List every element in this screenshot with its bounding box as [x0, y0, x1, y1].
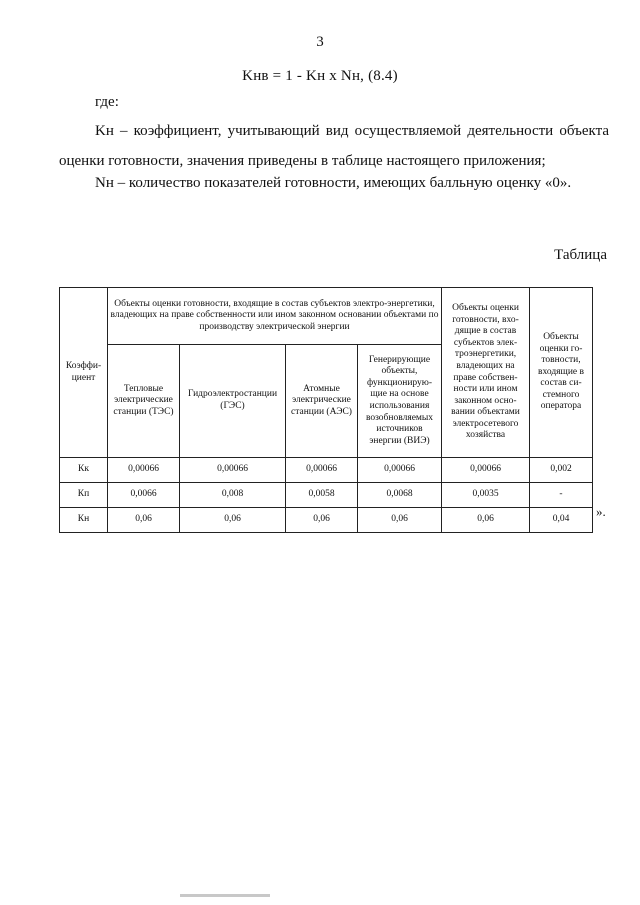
table-cell: 0,06	[108, 508, 180, 533]
table-cell: 0,00066	[358, 458, 442, 483]
coef-header-cell: Коэффи-циент	[60, 288, 108, 458]
row-coef: Кк	[60, 458, 108, 483]
where-label: где:	[95, 94, 119, 110]
table-caption: Таблица	[554, 247, 607, 263]
ges-header: Гидроэлектростанции (ГЭС)	[180, 345, 286, 458]
vie-header: Генерирующие объекты, функционирую-щие на основе использования возобновляемых источников энергии (ВИЭ)	[358, 345, 442, 458]
paragraph-nn-text: Nн – количество показателей готовности, имеющих балльную оценку «0».	[95, 175, 572, 191]
formula-8-4: Kнв = 1 - Kн x Nн, (8.4)	[242, 68, 398, 84]
table-cell: 0,06	[358, 508, 442, 533]
closing-quote: ».	[596, 504, 606, 519]
table-cell: -	[530, 483, 593, 508]
paragraph-nn-definition	[59, 168, 609, 198]
table-cell: 0,06	[286, 508, 358, 533]
table-cell: 0,00066	[286, 458, 358, 483]
table-cell: 0,04	[530, 508, 593, 533]
table-header-row	[60, 288, 593, 345]
table-cell: 0,00066	[442, 458, 530, 483]
table-cell: 0,06	[180, 508, 286, 533]
tes-header: Тепловые электрические станции (ТЭС)	[108, 345, 180, 458]
row-coef: Кн	[60, 508, 108, 533]
table-cell: 0,0068	[358, 483, 442, 508]
table-row	[60, 508, 593, 533]
generation-group-header: Объекты оценки готовности, входящие в состав субъектов электро-энергетики, владеющих на праве собственности или ином законном основании объектами по производству электрической энергии	[108, 288, 442, 345]
paragraph-kn-definition	[59, 116, 609, 176]
table-row	[60, 483, 593, 508]
system-operator-header: Объекты оценки го-товности, входящие в состав си-стемного оператора	[530, 288, 593, 458]
table-cell: 0,0066	[108, 483, 180, 508]
page-number: 3	[316, 34, 324, 50]
scan-artifact	[180, 894, 270, 897]
table-row	[60, 458, 593, 483]
row-coef: Кп	[60, 483, 108, 508]
coefficient-table	[59, 287, 593, 533]
table-cell: 0,0035	[442, 483, 530, 508]
table-cell: 0,06	[442, 508, 530, 533]
paragraph-kn-text: Kн – коэффициент, учитывающий вид осуществляемой деятельности объекта оценки готовности, значения приведены в таблице настоящего приложения;	[59, 123, 609, 169]
table-cell: 0,002	[530, 458, 593, 483]
table-cell: 0,0058	[286, 483, 358, 508]
grid-objects-header: Объекты оценки готовности, вхо-дящие в состав субъектов элек-троэнергетики, владеющих на праве собствен-ности или ином законном осно-вании объектами электросетевого хозяйства	[442, 288, 530, 458]
table-cell: 0,00066	[180, 458, 286, 483]
table-cell: 0,00066	[108, 458, 180, 483]
table-cell: 0,008	[180, 483, 286, 508]
aes-header: Атомные электрические станции (АЭС)	[286, 345, 358, 458]
